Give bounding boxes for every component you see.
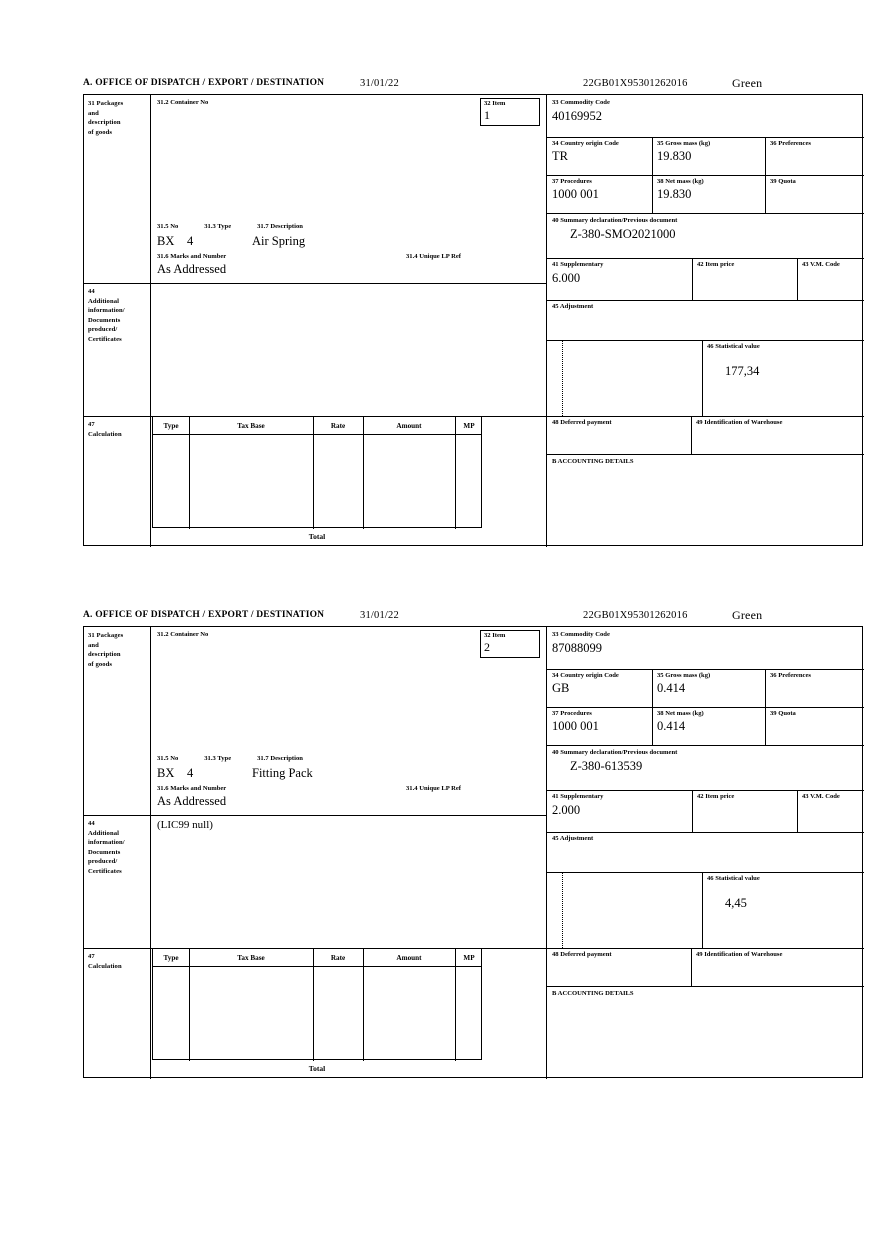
box-43-vm-code-2 xyxy=(797,790,863,832)
divider-31-44-2 xyxy=(84,815,547,816)
box-31-label-2-line-3: description xyxy=(88,651,121,658)
sheet-header-2 xyxy=(83,610,863,626)
calc-vsep-4 xyxy=(455,417,456,529)
box-44-label-2-line-6: Certificates xyxy=(88,867,122,875)
box-37-value-2: 1000 001 xyxy=(552,719,599,733)
box-47-label xyxy=(84,416,150,547)
box-36-label: 36 Preferences xyxy=(770,140,811,147)
box-47-label-2-line-2: Calculation xyxy=(88,962,122,970)
calc-bottom-line-2 xyxy=(152,1077,482,1078)
marks-value: As Addressed xyxy=(157,262,227,276)
box-37-value: 1000 001 xyxy=(552,187,599,201)
box-48-label: 48 Deferred payment xyxy=(552,419,612,426)
box-33-value-2: 87088099 xyxy=(552,641,602,655)
calc-vsep-2-2 xyxy=(313,949,314,1061)
box-39-label-2: 39 Quota xyxy=(770,710,796,717)
box-31-package-details xyxy=(152,215,546,251)
box-31-label-line-3: description xyxy=(88,119,121,126)
box-46-dotted-divider xyxy=(562,340,563,416)
box-48-deferred-payment-2 xyxy=(547,948,691,986)
marks-label: 31.6 Marks and Number xyxy=(157,253,227,260)
calc-vsep-1 xyxy=(189,417,190,529)
declaration-sheet-2 xyxy=(83,610,863,1078)
box-31-5-value-2: BX xyxy=(157,766,175,780)
box-31-4-unique-lp-label: 31.4 Unique LP Ref xyxy=(406,253,461,260)
box-37-procedures-2 xyxy=(547,707,652,745)
box-31-5-value: BX xyxy=(157,234,175,248)
box-47-label-line-1: 47 xyxy=(88,421,95,428)
box-46-label: 46 Statistical value xyxy=(707,343,760,350)
box-35-gross-mass-2 xyxy=(652,669,765,707)
box-41-label: 41 Supplementary xyxy=(552,261,604,268)
box-46-label-2: 46 Statistical value xyxy=(707,875,760,882)
box-44-label-2-line-3: information/ xyxy=(88,839,125,846)
box-31-3-value: 4 xyxy=(187,234,194,248)
box-47-label-2 xyxy=(84,948,150,1079)
box-44-label-2-line-2: Additional xyxy=(88,829,120,837)
box-39-label: 39 Quota xyxy=(770,178,796,185)
box-37-label-2: 37 Procedures xyxy=(552,710,592,717)
box-31-label-line-1: 31 Packages xyxy=(88,100,124,107)
box-31-label-2-line-4: of goods xyxy=(88,660,113,668)
box-46-statistical-value-2 xyxy=(702,872,863,948)
box-33-value: 40169952 xyxy=(552,109,602,123)
calc-col-mp: MP xyxy=(463,422,475,430)
calc-vsep-3-2 xyxy=(363,949,364,1061)
box-42-label: 42 Item price xyxy=(697,261,735,268)
box-48-deferred-payment xyxy=(547,416,691,454)
container-no-label-2: 31.2 Container No xyxy=(157,631,209,638)
calc-col-type-2: Type xyxy=(163,954,179,962)
package-detail-labels xyxy=(157,215,546,233)
box-31-5-label: 31.5 No xyxy=(157,223,179,230)
box-38-value-2: 0.414 xyxy=(657,719,686,733)
box-37-label: 37 Procedures xyxy=(552,178,592,185)
calculation-header-row xyxy=(153,417,481,435)
box-33-commodity-code-2 xyxy=(547,627,863,669)
box-41-label-2: 41 Supplementary xyxy=(552,793,604,800)
box-44-label-2-line-4: Documents xyxy=(88,848,121,856)
marks-label-2: 31.6 Marks and Number xyxy=(157,785,227,792)
box-47-label-line-2: Calculation xyxy=(88,430,122,438)
box-b-label: B ACCOUNTING DETAILS xyxy=(552,458,634,465)
box-46-statistical-value xyxy=(702,340,863,416)
box-32-item-2 xyxy=(480,630,540,658)
declaration-sheet-1 xyxy=(83,78,863,546)
divider-31-44 xyxy=(84,283,547,284)
box-37-procedures xyxy=(547,175,652,213)
box-45-adjustment-2 xyxy=(547,832,863,872)
box-49-label-2: 49 Identification of Warehouse xyxy=(696,951,783,958)
box-46-dotted-divider-2 xyxy=(562,872,563,948)
box-31-7-value-2: Fitting Pack xyxy=(252,766,313,780)
calc-total-label-2: Total xyxy=(308,1064,326,1073)
box-47-calculation-table xyxy=(152,416,482,547)
box-46-value-2: 4,45 xyxy=(725,896,747,910)
declaration-frame-2 xyxy=(83,626,863,1078)
box-44-label-2 xyxy=(84,815,150,948)
box-44-label-line-4: Documents xyxy=(88,316,121,324)
box-44-label-line-5: produced/ xyxy=(88,326,118,333)
calculation-header-row-2 xyxy=(153,949,481,967)
calc-col-tax-base-2: Tax Base xyxy=(237,954,265,962)
box-34-value-2: GB xyxy=(552,681,570,695)
calc-vsep-4-2 xyxy=(455,949,456,1061)
box-40-label: 40 Summary declaration/Previous document xyxy=(552,217,678,224)
box-31-3-value-2: 4 xyxy=(187,766,194,780)
declaration-frame-1 xyxy=(83,94,863,546)
lane-status: Green xyxy=(732,76,763,90)
calc-col-type: Type xyxy=(163,422,179,430)
box-31-4-unique-lp-label-2: 31.4 Unique LP Ref xyxy=(406,785,461,792)
box-36-preferences xyxy=(765,137,863,175)
box-34-label-2: 34 Country origin Code xyxy=(552,672,619,679)
office-of-dispatch-label: A. OFFICE OF DISPATCH / EXPORT / DESTINATION xyxy=(83,78,325,88)
box-35-gross-mass xyxy=(652,137,765,175)
box-49-label: 49 Identification of Warehouse xyxy=(696,419,783,426)
calc-col-rate: Rate xyxy=(330,422,346,430)
box-38-value: 19.830 xyxy=(657,187,692,201)
box-44-label-line-1: 44 xyxy=(88,288,95,295)
movement-reference-number-2: 22GB01X95301262016 xyxy=(583,610,688,621)
package-detail-labels-2 xyxy=(157,747,546,765)
box-49-warehouse-identification-2 xyxy=(691,948,863,986)
calc-vsep-2 xyxy=(313,417,314,529)
declaration-date-2: 31/01/22 xyxy=(360,610,399,621)
box-31-label xyxy=(84,95,150,283)
box-42-label-2: 42 Item price xyxy=(697,793,735,800)
box-44-label xyxy=(84,283,150,416)
package-detail-values xyxy=(157,233,546,251)
box-31-7-label: 31.7 Description xyxy=(257,223,303,230)
box-38-label-2: 38 Net mass (kg) xyxy=(657,710,704,717)
calc-col-tax-base: Tax Base xyxy=(237,422,265,430)
box-31-3-label-2: 31.3 Type xyxy=(204,755,232,762)
box-44-content-2 xyxy=(152,819,546,944)
box-31-label-2-line-2: and xyxy=(88,641,99,649)
box-31-label-2-line-1: 31 Packages xyxy=(88,632,124,639)
box-b-label-2: B ACCOUNTING DETAILS xyxy=(552,990,634,997)
box-44-content xyxy=(152,287,546,412)
box-40-summary-declaration-2 xyxy=(547,745,863,790)
box-36-label-2: 36 Preferences xyxy=(770,672,811,679)
box-47-label-2-line-1: 47 xyxy=(88,953,95,960)
box-46-value: 177,34 xyxy=(725,364,760,378)
box-45-adjustment xyxy=(547,300,863,340)
box-40-value: Z-380-SMO2021000 xyxy=(570,227,676,241)
marks-value-2: As Addressed xyxy=(157,794,227,808)
box-33-label-2: 33 Commodity Code xyxy=(552,631,610,638)
box-44-label-line-6: Certificates xyxy=(88,335,122,343)
box-34-label: 34 Country origin Code xyxy=(552,140,619,147)
box-36-preferences-2 xyxy=(765,669,863,707)
calculation-grid-2 xyxy=(152,948,482,1060)
box-48-label-2: 48 Deferred payment xyxy=(552,951,612,958)
box-40-summary-declaration xyxy=(547,213,863,258)
calc-total-label: Total xyxy=(308,532,326,541)
box-32-item xyxy=(480,98,540,126)
box-34-country-origin-2 xyxy=(547,669,652,707)
box-31-label-line-2: and xyxy=(88,109,99,117)
box-32-label-2: 32 Item xyxy=(484,632,506,639)
calc-col-amount-2: Amount xyxy=(396,954,422,962)
box-41-value: 6.000 xyxy=(552,271,581,285)
container-no-label: 31.2 Container No xyxy=(157,99,209,106)
box-32-value: 1 xyxy=(484,108,490,122)
calc-bottom-line xyxy=(152,545,482,546)
box-34-country-origin xyxy=(547,137,652,175)
office-of-dispatch-label-2: A. OFFICE OF DISPATCH / EXPORT / DESTINATION xyxy=(83,610,325,620)
box-38-net-mass-2 xyxy=(652,707,765,745)
box-35-label: 35 Gross mass (kg) xyxy=(657,140,711,147)
box-31-3-label: 31.3 Type xyxy=(204,223,232,230)
box-b-accounting-details xyxy=(547,454,863,547)
box-41-value-2: 2.000 xyxy=(552,803,581,817)
box-35-value: 19.830 xyxy=(657,149,692,163)
box-b-accounting-details-2 xyxy=(547,986,863,1079)
box-43-label: 43 V.M. Code xyxy=(802,261,840,268)
box-39-quota xyxy=(765,175,863,213)
box-41-supplementary xyxy=(547,258,692,300)
box-45-label: 45 Adjustment xyxy=(552,303,594,310)
box-31-package-details-2 xyxy=(152,747,546,783)
box-33-label: 33 Commodity Code xyxy=(552,99,610,106)
box-31-7-value: Air Spring xyxy=(252,234,306,248)
sheet-header-1 xyxy=(83,78,863,94)
box-31-6-marks-2 xyxy=(152,785,546,815)
box-38-net-mass xyxy=(652,175,765,213)
box-31-6-marks xyxy=(152,253,546,283)
box-41-supplementary-2 xyxy=(547,790,692,832)
movement-reference-number: 22GB01X95301262016 xyxy=(583,78,688,89)
calc-col-amount: Amount xyxy=(396,422,422,430)
package-detail-values-2 xyxy=(157,765,546,783)
box-31-7-label-2: 31.7 Description xyxy=(257,755,303,762)
declaration-date: 31/01/22 xyxy=(360,78,399,89)
box-44-value-2: (LIC99 null) xyxy=(157,819,213,831)
calculation-grid xyxy=(152,416,482,528)
box-38-label: 38 Net mass (kg) xyxy=(657,178,704,185)
box-44-label-2-line-1: 44 xyxy=(88,820,95,827)
box-44-label-line-2: Additional xyxy=(88,297,120,305)
box-44-label-2-line-5: produced/ xyxy=(88,858,118,865)
box-40-value-2: Z-380-613539 xyxy=(570,759,643,773)
calc-vsep-1-2 xyxy=(189,949,190,1061)
box-45-label-2: 45 Adjustment xyxy=(552,835,594,842)
box-31-label-line-4: of goods xyxy=(88,128,113,136)
box-43-vm-code xyxy=(797,258,863,300)
box-42-item-price xyxy=(692,258,797,300)
calc-col-mp-2: MP xyxy=(463,954,475,962)
box-35-value-2: 0.414 xyxy=(657,681,686,695)
box-49-warehouse-identification xyxy=(691,416,863,454)
box-42-item-price-2 xyxy=(692,790,797,832)
lane-status-2: Green xyxy=(732,608,763,622)
box-39-quota-2 xyxy=(765,707,863,745)
box-32-value-2: 2 xyxy=(484,640,490,654)
calc-vsep-3 xyxy=(363,417,364,529)
box-31-5-label-2: 31.5 No xyxy=(157,755,179,762)
box-47-calculation-table-2 xyxy=(152,948,482,1079)
calc-col-rate-2: Rate xyxy=(330,954,346,962)
box-43-label-2: 43 V.M. Code xyxy=(802,793,840,800)
box-40-label-2: 40 Summary declaration/Previous document xyxy=(552,749,678,756)
box-33-commodity-code xyxy=(547,95,863,137)
box-35-label-2: 35 Gross mass (kg) xyxy=(657,672,711,679)
box-44-label-line-3: information/ xyxy=(88,307,125,314)
box-34-value: TR xyxy=(552,149,568,163)
box-32-label: 32 Item xyxy=(484,100,506,107)
box-31-label-2 xyxy=(84,627,150,815)
